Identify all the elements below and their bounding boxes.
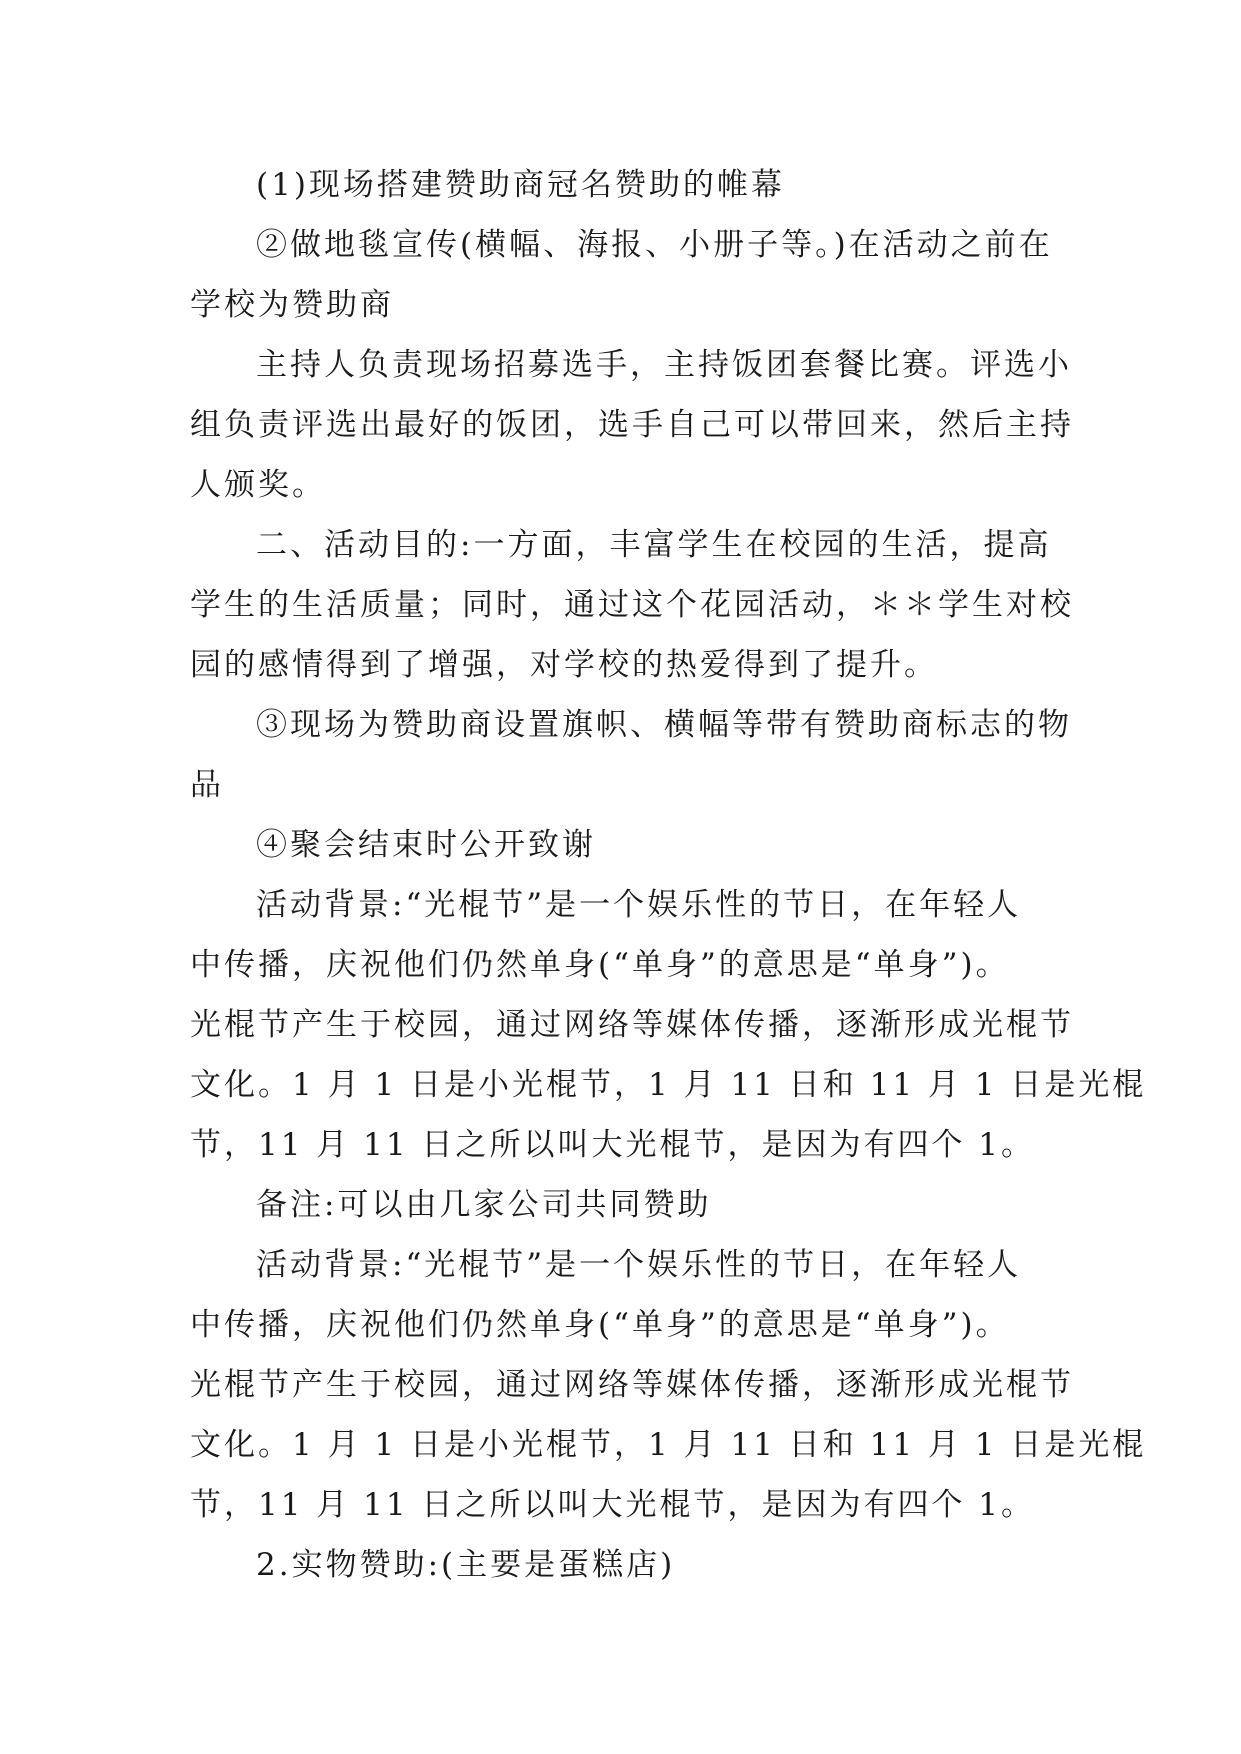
paragraph-10 [190,1535,1050,1595]
text-line: 人颁奖。 [190,467,326,503]
text-line: 组负责评选出最好的饭团，选手自己可以带回来，然后主持 [190,407,1074,443]
text-line: 备注:可以由几家公司共同赞助 [256,1187,712,1223]
text-line: 节，11 月 11 日之所以叫大光棍节，是因为有四个 1。 [190,1127,1036,1163]
paragraph-9 [190,1235,1147,1535]
paragraph-6 [190,815,1050,875]
text-line: 光棍节产生于校园，通过网络等媒体传播，逐渐形成光棍节 [190,1367,1074,1403]
document-body [190,155,1147,1595]
text-line: 园的感情得到了增强，对学校的热爱得到了提升。 [190,647,938,683]
text-line: 2.实物赞助:(主要是蛋糕店) [256,1547,676,1583]
text-line: 主持人负责现场招募选手，主持饭团套餐比赛。评选小 [256,347,1072,383]
text-line: 活动背景:“光棍节”是一个娱乐性的节日，在年轻人 [256,887,1022,923]
text-line: (1)现场搭建赞助商冠名赞助的帷幕 [256,167,785,203]
text-line: 中传播，庆祝他们仍然单身(“单身”的意思是“单身”)。 [190,947,1010,983]
text-line: 文化。1 月 1 日是小光棍节，1 月 11 日和 11 月 1 日是光棍 [190,1427,1147,1463]
text-line: ②做地毯宣传(横幅、海报、小册子等。)在活动之前在 [256,227,1053,263]
text-line: 二、活动目的:一方面，丰富学生在校园的生活，提高 [256,527,1052,563]
paragraph-2 [190,215,1053,335]
text-line: 节，11 月 11 日之所以叫大光棍节，是因为有四个 1。 [190,1487,1036,1523]
text-line: 文化。1 月 1 日是小光棍节，1 月 11 日和 11 月 1 日是光棍 [190,1067,1147,1103]
text-line: 中传播，庆祝他们仍然单身(“单身”的意思是“单身”)。 [190,1307,1010,1343]
paragraph-1 [190,155,1050,215]
text-line: ③现场为赞助商设置旗帜、横幅等带有赞助商标志的物 [256,707,1072,743]
text-line: 活动背景:“光棍节”是一个娱乐性的节日，在年轻人 [256,1247,1022,1283]
paragraph-3 [190,335,1074,515]
paragraph-8 [190,1175,1050,1235]
text-line: 学校为赞助商 [190,287,394,323]
text-line: ④聚会结束时公开致谢 [256,827,596,863]
text-line: 品 [190,767,224,803]
paragraph-4 [190,515,1074,695]
text-line: 学生的生活质量；同时，通过这个花园活动，＊＊学生对校 [190,587,1074,623]
paragraph-7 [190,875,1147,1175]
paragraph-5 [190,695,1072,815]
text-line: 光棍节产生于校园，通过网络等媒体传播，逐渐形成光棍节 [190,1007,1074,1043]
